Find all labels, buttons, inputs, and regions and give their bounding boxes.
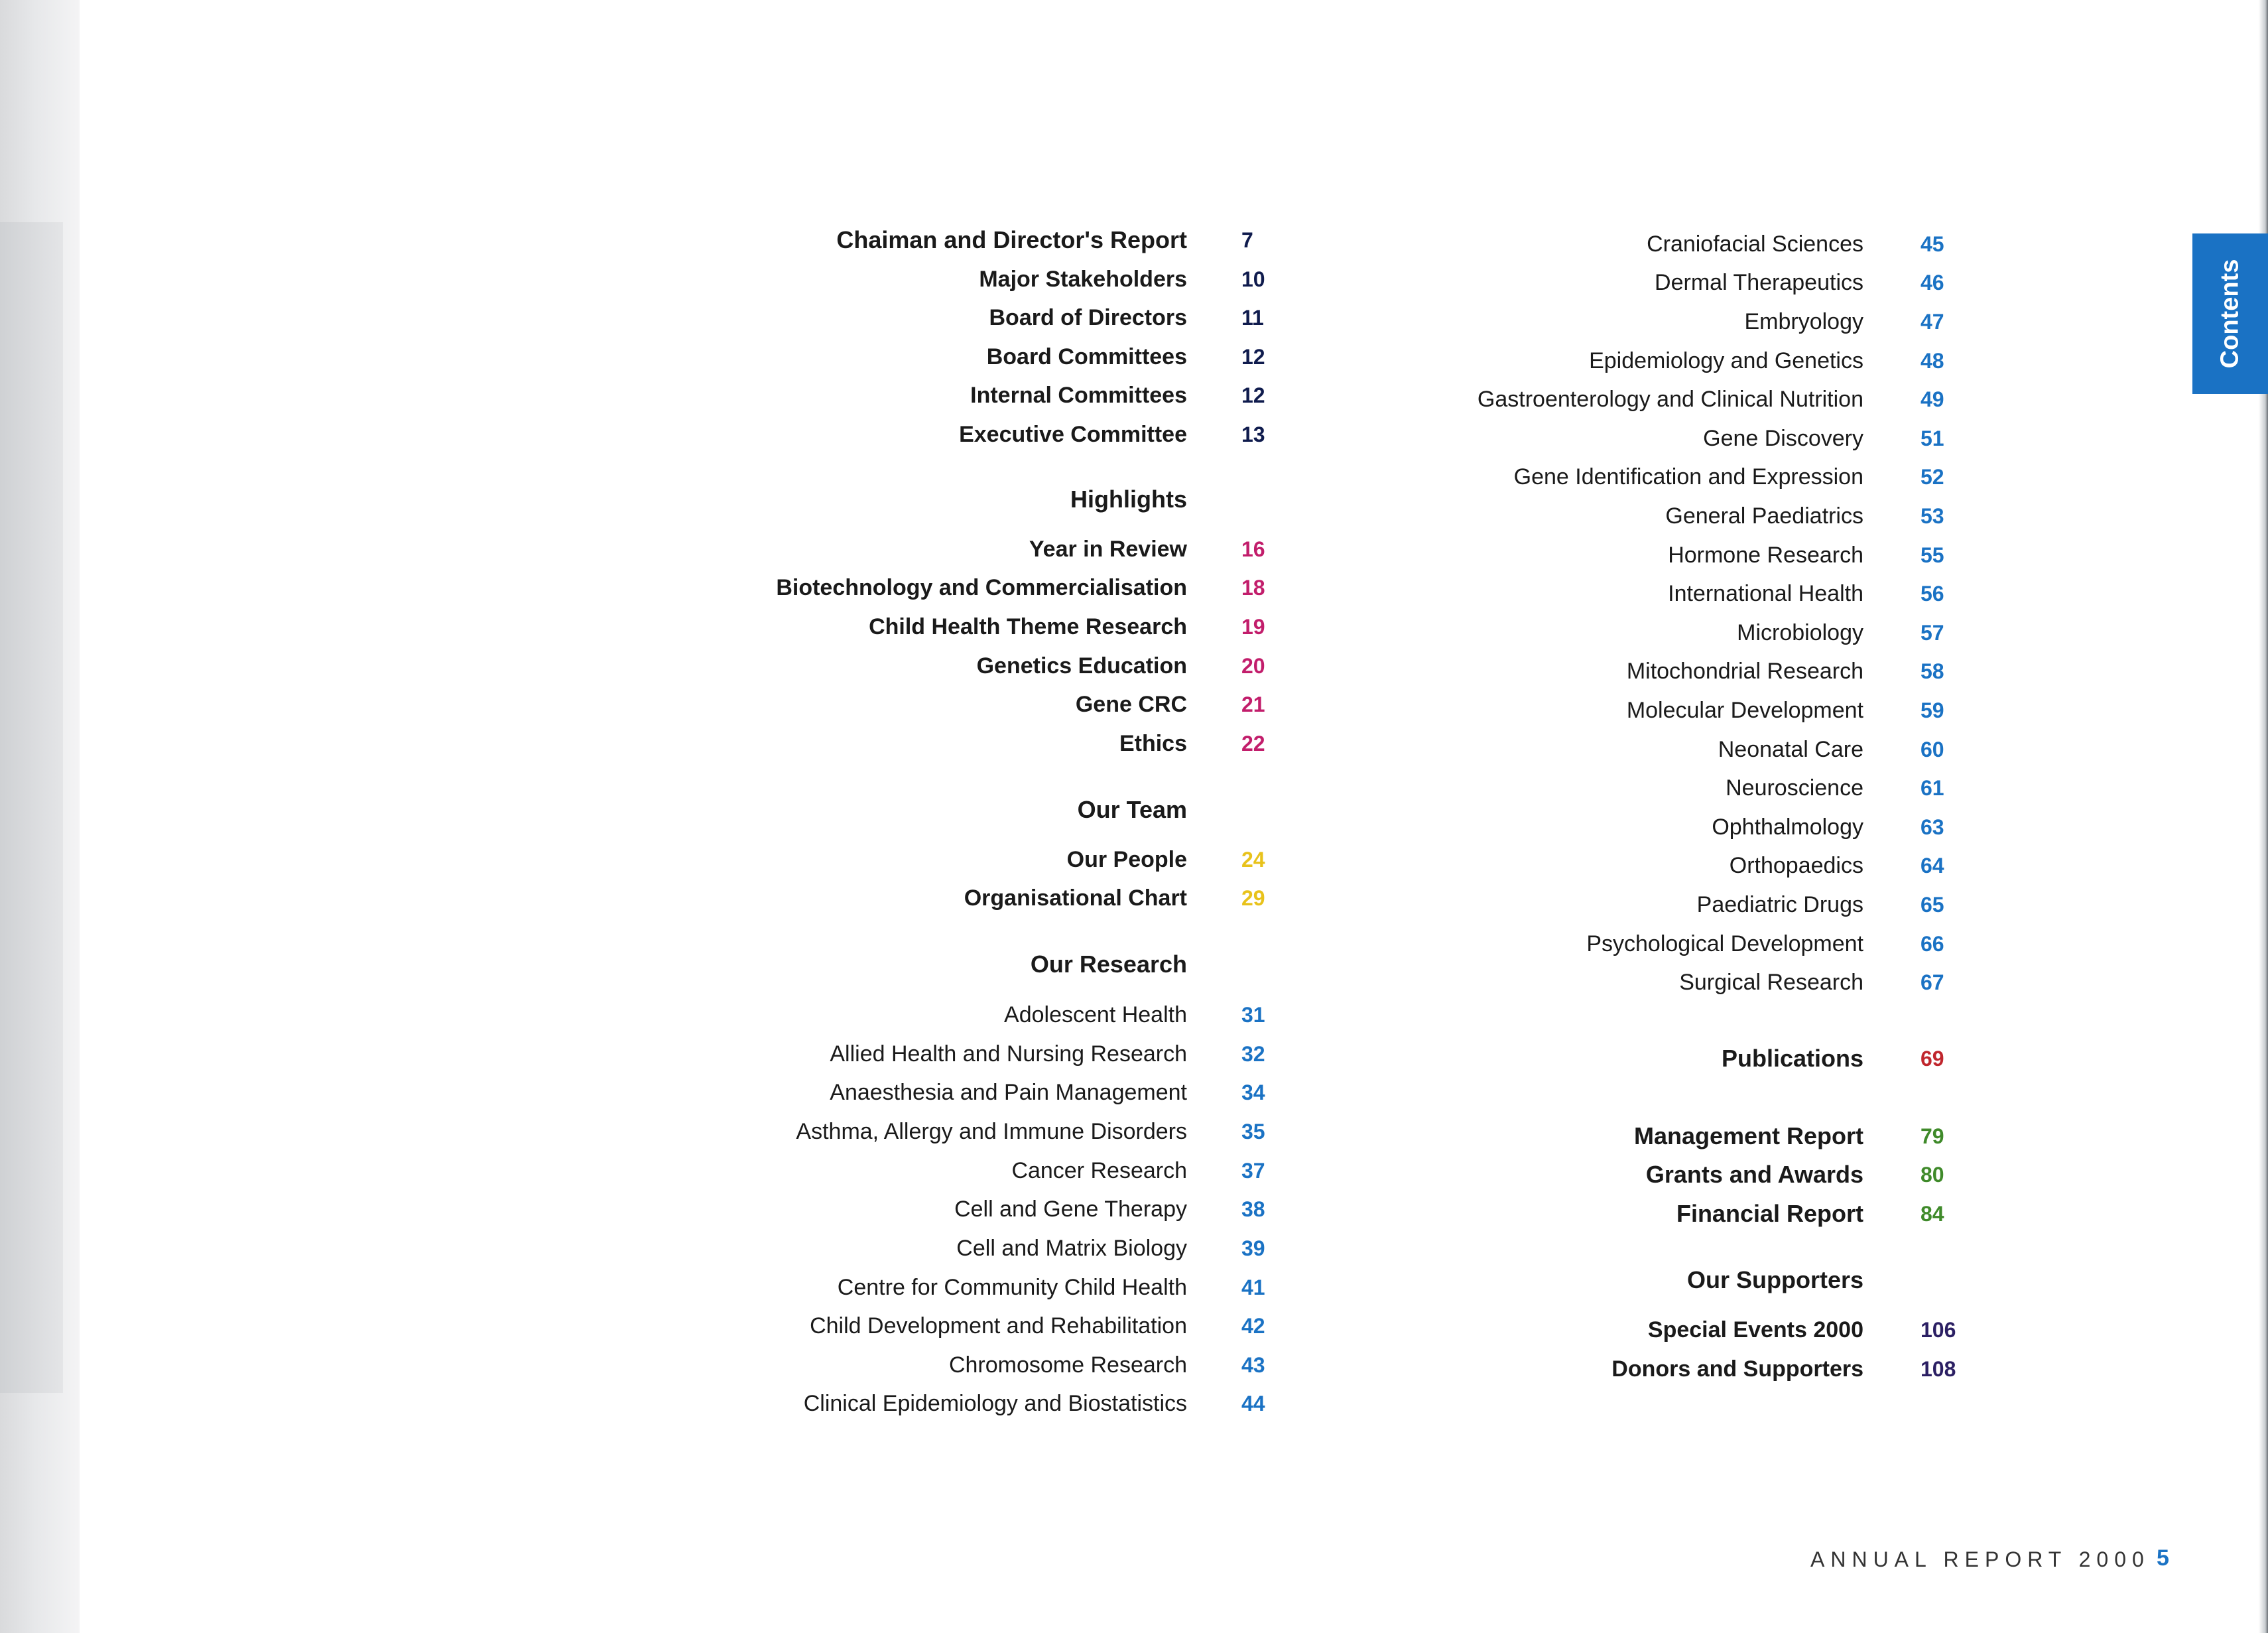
toc-page-number: 106 — [1921, 1318, 1956, 1342]
toc-entry[interactable] — [0, 1155, 2000, 1194]
contents-tab[interactable] — [2192, 233, 2268, 394]
toc-page-number: 16 — [1241, 537, 1265, 561]
toc-entry[interactable] — [0, 885, 2000, 924]
toc-page-number: 56 — [1921, 582, 1944, 606]
toc-page-number: 48 — [1921, 349, 1944, 373]
toc-entry-title: Hormone Research — [1668, 543, 1863, 568]
toc-entry[interactable] — [0, 652, 2000, 690]
toc-page-number: 51 — [1921, 426, 1944, 450]
toc-page-number: 108 — [1921, 1357, 1956, 1381]
toc-entry-title: Cell and Matrix Biology — [956, 1236, 1187, 1261]
toc-page-number: 52 — [1921, 465, 1944, 489]
toc-entry-title: Mitochondrial Research — [1626, 659, 1863, 684]
toc-page-number: 42 — [1241, 1314, 1265, 1338]
toc-page-number: 20 — [1241, 654, 1265, 678]
toc-entry-title: Neonatal Care — [1718, 737, 1863, 762]
toc-entry-title: Craniofacial Sciences — [1647, 231, 1863, 257]
toc-entry[interactable] — [0, 380, 2000, 419]
toc-entry[interactable] — [0, 808, 2000, 846]
footer-title: ANNUAL REPORT 2000 — [1810, 1547, 2150, 1571]
toc-page-number: 57 — [1921, 621, 1944, 645]
toc-page-number: 38 — [1241, 1197, 1265, 1221]
toc-entry-title: Donors and Supporters — [1611, 1356, 1863, 1382]
toc-entry[interactable] — [0, 730, 2000, 769]
toc-entry-title: Adolescent Health — [1004, 1002, 1187, 1027]
toc-entry[interactable] — [0, 536, 2000, 574]
toc-page-number: 65 — [1921, 893, 1944, 917]
toc-entry-title: Grants and Awards — [1645, 1161, 1863, 1188]
toc-entry-title: Ethics — [1119, 731, 1187, 756]
toc-page-number: 61 — [1921, 776, 1944, 800]
toc-entry-title: Epidemiology and Genetics — [1589, 348, 1863, 373]
contents-tab-label: Contents — [2216, 259, 2244, 369]
toc-entry[interactable] — [0, 614, 2000, 652]
toc-page-number: 66 — [1921, 932, 1944, 956]
toc-page-number: 45 — [1921, 232, 1944, 256]
toc-entry-title: Allied Health and Nursing Research — [830, 1041, 1187, 1067]
toc-page-number: 43 — [1241, 1353, 1265, 1377]
toc-entry-title: Dermal Therapeutics — [1655, 270, 1863, 295]
toc-entry[interactable] — [0, 963, 2000, 1002]
toc-entry-title: Board of Directors — [989, 305, 1187, 330]
toc-entry-title: Highlights — [1070, 486, 1187, 513]
toc-page-number: 12 — [1241, 345, 1265, 369]
toc-entry-title: Cancer Research — [1011, 1158, 1187, 1183]
toc-page-number: 47 — [1921, 310, 1944, 334]
toc-page-number: 29 — [1241, 886, 1265, 910]
toc-entry-title: Our Team — [1077, 796, 1187, 823]
toc-entry[interactable] — [0, 574, 2000, 613]
toc-entry-title: General Paediatrics — [1665, 503, 1863, 529]
toc-entry-title: Centre for Community Child Health — [837, 1275, 1187, 1300]
toc-entry-title: Paediatric Drugs — [1696, 892, 1863, 917]
toc-entry-title: Neuroscience — [1726, 775, 1863, 801]
toc-entry[interactable] — [0, 1117, 2000, 1155]
toc-entry-title: Child Development and Rehabilitation — [810, 1313, 1187, 1339]
toc-page-number: 69 — [1921, 1047, 1944, 1071]
toc-page-number: 11 — [1241, 306, 1264, 330]
toc-page-number: 37 — [1241, 1159, 1265, 1183]
toc-entry-title: Board Committees — [986, 344, 1187, 369]
toc-entry-title: Genetics Education — [976, 653, 1187, 679]
toc-entry-title: Clinical Epidemiology and Biostatistics — [803, 1391, 1187, 1416]
toc-entry-title: Gastroenterology and Clinical Nutrition — [1477, 387, 1863, 412]
toc-entry-title: Gene Discovery — [1703, 426, 1863, 451]
toc-page-number: 12 — [1241, 383, 1265, 407]
toc-entry-title: Year in Review — [1029, 537, 1187, 562]
toc-entry-title: International Health — [1668, 581, 1863, 606]
toc-page-number: 59 — [1921, 698, 1944, 722]
toc-page-number: 22 — [1241, 732, 1265, 755]
toc-entry-title: Anaesthesia and Pain Management — [830, 1080, 1187, 1105]
toc-entry-title: Orthopaedics — [1729, 853, 1863, 878]
toc-page-number: 64 — [1921, 854, 1944, 878]
toc-entry-title: Special Events 2000 — [1647, 1317, 1863, 1342]
toc-entry[interactable] — [0, 1384, 1321, 1423]
toc-entry-title: Publications — [1721, 1045, 1863, 1072]
toc-page-number: 84 — [1921, 1202, 1944, 1226]
toc-page-number: 13 — [1241, 423, 1265, 446]
toc-entry[interactable] — [0, 846, 2000, 885]
toc-entry-title: Child Health Theme Research — [869, 614, 1187, 639]
toc-entry-title: Biotechnology and Commercialisation — [776, 575, 1187, 600]
toc-page-number: 35 — [1241, 1120, 1265, 1143]
toc-entry[interactable] — [0, 419, 2000, 458]
toc-entry[interactable] — [0, 1073, 1321, 1112]
toc-entry-title: Cell and Gene Therapy — [954, 1197, 1187, 1222]
toc-entry-title: Psychological Development — [1586, 931, 1863, 956]
toc-entry-title: Our People — [1066, 847, 1187, 872]
toc-entry-title: Gene Identification and Expression — [1513, 464, 1863, 490]
toc-entry-title: Asthma, Allergy and Immune Disorders — [796, 1119, 1187, 1144]
toc-page-number: 34 — [1241, 1080, 1265, 1104]
toc-entry-title: Management Report — [1633, 1122, 1863, 1149]
toc-entry[interactable] — [0, 691, 2000, 730]
toc-page-number: 39 — [1241, 1236, 1265, 1260]
toc-entry[interactable] — [0, 1039, 2000, 1078]
toc-section-heading — [0, 1261, 2000, 1299]
toc-page-number: 41 — [1241, 1275, 1265, 1299]
toc-page-number: 21 — [1241, 692, 1265, 716]
toc-page-number: 55 — [1921, 543, 1944, 567]
toc-entry[interactable] — [0, 497, 2000, 535]
toc-entry-title: Microbiology — [1737, 620, 1863, 645]
toc-page-number: 80 — [1921, 1163, 1944, 1187]
toc-entry[interactable] — [0, 1350, 2000, 1388]
toc-page-number: 53 — [1921, 504, 1944, 528]
toc-page-number: 63 — [1921, 815, 1944, 839]
toc-entry-title: Surgical Research — [1679, 970, 1863, 995]
toc-entry[interactable] — [0, 1195, 2000, 1233]
toc-page-number: 24 — [1241, 848, 1265, 872]
toc-entry-title: Embryology — [1744, 309, 1863, 334]
toc-page-number: 46 — [1921, 271, 1944, 294]
page-number: 5 — [2157, 1545, 2169, 1571]
toc-entry[interactable] — [0, 925, 2000, 963]
toc-page-number: 32 — [1241, 1042, 1265, 1066]
toc-entry-title: Major Stakeholders — [979, 267, 1187, 292]
toc-page-number: 10 — [1241, 267, 1265, 291]
toc-entry-title: Executive Committee — [959, 422, 1187, 447]
toc-entry-title: Financial Report — [1676, 1200, 1863, 1227]
toc-entry-title: Gene CRC — [1075, 692, 1187, 717]
toc-entry-title: Our Supporters — [1686, 1266, 1863, 1293]
toc-entry[interactable] — [0, 263, 2000, 302]
toc-page-number: 31 — [1241, 1003, 1265, 1027]
toc-entry[interactable] — [0, 225, 2000, 263]
toc-entry-title: Organisational Chart — [964, 885, 1187, 911]
toc-entry-title: Internal Committees — [970, 383, 1187, 408]
toc-entry[interactable] — [0, 342, 2000, 380]
toc-entry-title: Molecular Development — [1626, 698, 1863, 723]
toc-page-number: 49 — [1921, 387, 1944, 411]
toc-entry-title: Ophthalmology — [1712, 815, 1863, 840]
toc-entry-title: Chromosome Research — [948, 1352, 1187, 1378]
toc-entry-title: Our Research — [1030, 950, 1187, 978]
toc-entry[interactable] — [0, 458, 2000, 496]
toc-page-number: 7 — [1241, 228, 1253, 252]
toc-entry[interactable] — [0, 769, 2000, 807]
toc-page-number: 18 — [1241, 576, 1265, 600]
toc-entry[interactable] — [0, 302, 2000, 341]
toc-entry-title: Chaiman and Director's Report — [836, 226, 1187, 253]
toc-page-number: 44 — [1241, 1392, 1265, 1415]
toc-page-number: 60 — [1921, 738, 1944, 761]
toc-page-number: 79 — [1921, 1124, 1944, 1148]
toc-page-number: 67 — [1921, 970, 1944, 994]
toc-page-number: 19 — [1241, 615, 1265, 639]
toc-page-number: 58 — [1921, 659, 1944, 683]
toc-entry[interactable] — [0, 1311, 2000, 1349]
